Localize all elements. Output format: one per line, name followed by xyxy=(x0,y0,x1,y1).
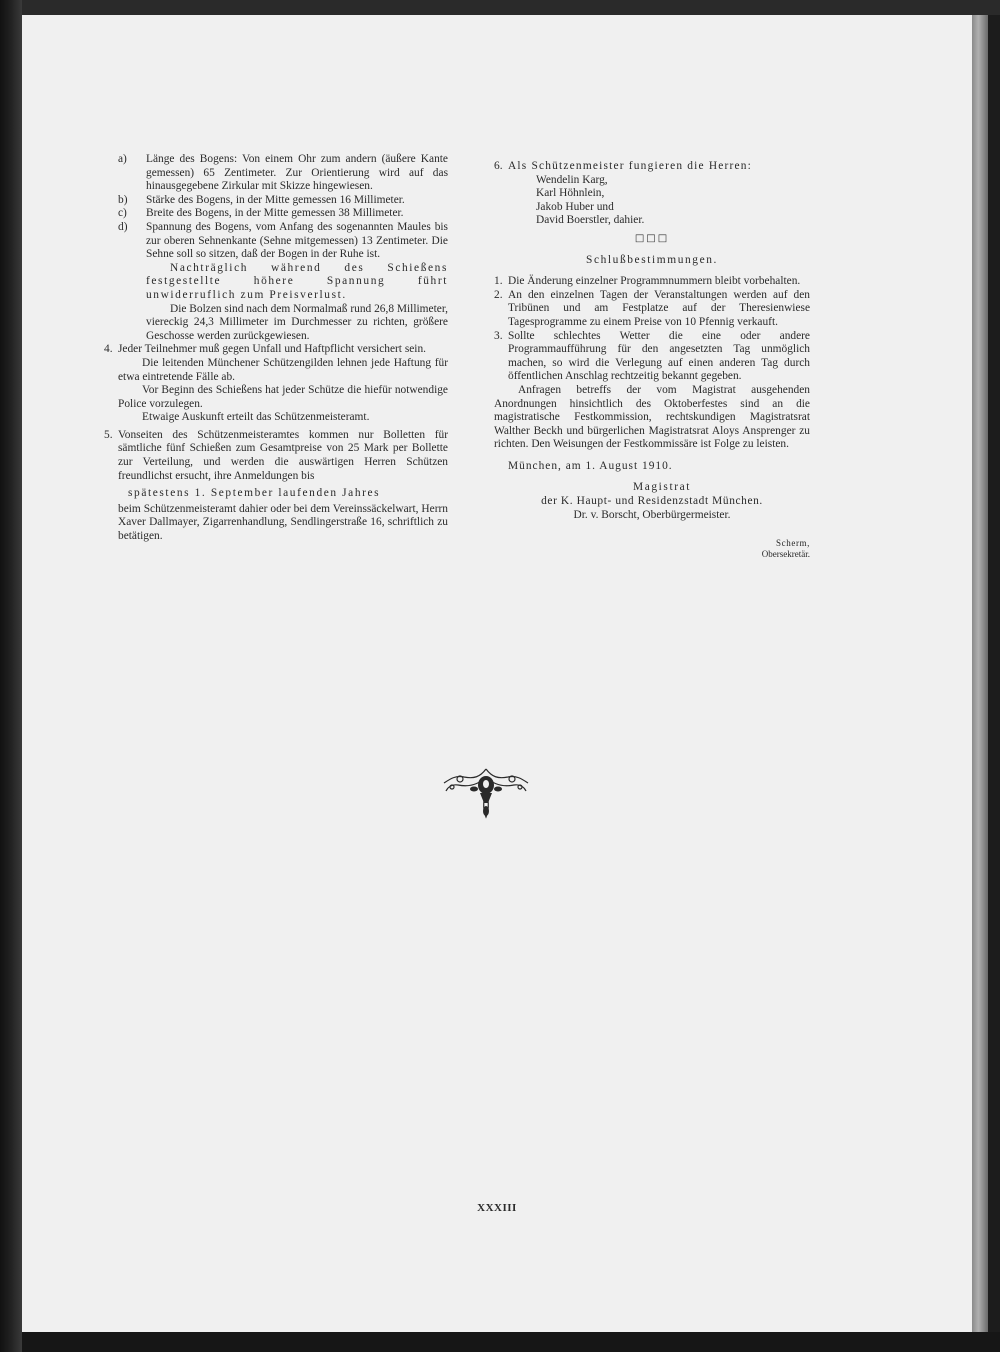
authority-title: Magistrat xyxy=(632,481,692,494)
name-item: Karl Höhnlein, xyxy=(536,187,605,200)
section-heading: Schlußbestimmungen. xyxy=(586,253,718,266)
authority-name: der K. Haupt- und Residenzstadt München. xyxy=(541,495,763,508)
item-marker: 6. xyxy=(494,160,503,172)
item-5-text: Vonseiten des Schützenmeisteramtes kommen nur Bolletten für sämtliche fünf Schießen zum Gesamtpreise von 25 Mark per Bollette zur Verteilung, und werden die auswärtigen Herren Schützen freundlichst ersucht, ihre Anmeldungen bis xyxy=(118,428,448,482)
closing-item-3 xyxy=(494,330,810,384)
page-number: XXXIII xyxy=(477,1202,517,1214)
deadline: spätestens 1. September laufenden Jahres xyxy=(128,487,381,500)
item-text xyxy=(118,343,448,425)
closing-paragraph: Anfragen betreffs der vom Magistrat ausgehenden Anordnungen hinsichtlich des Oktoberfestes sind an die magistratische Festkommission, rechtskundigen Magistratsrat Walther Beckh und bürgerlichen Magistratsrat Aloys Ansprenger zu richten. Den Weisungen der Festkommissäre ist Folge zu leisten. xyxy=(494,383,810,451)
book-fore-edge xyxy=(972,15,988,1332)
item-text: Länge des Bogens: Von einem Ohr zum andern (äußere Kante gemessen) 65 Zentimeter. Zur Orientierung wird auf das hinausgegebene Zirkular mit Skizze hingewiesen. xyxy=(146,153,448,193)
item-marker: a) xyxy=(118,153,127,165)
item-4-para: Etwaige Auskunft erteilt das Schützenmeisteramt. xyxy=(142,411,370,424)
separator-squares: □□□ xyxy=(634,232,670,244)
left-column xyxy=(104,153,448,544)
secretary-name: Scherm, xyxy=(776,538,810,549)
item-marker: c) xyxy=(118,207,127,220)
item-text xyxy=(146,221,448,343)
item-text: Breite des Bogens, in der Mitte gemessen 38 Millimeter. xyxy=(146,207,404,220)
name-item: Wendelin Karg, xyxy=(536,173,608,186)
list-item-6 xyxy=(494,160,810,174)
item-text: Sollte schlechtes Wetter die eine oder andere Programmaufführung für den angesetzten Tag unmöglich machen, so wird die Verlegung auf einen anderen Tag durch öffentlichen Anschlag rechtzeitig bekannt gegeben. xyxy=(508,329,810,383)
signer: Dr. v. Borscht, Oberbürgermeister. xyxy=(573,508,731,521)
name-item: David Boerstler, dahier. xyxy=(536,214,645,227)
item-marker: 3. xyxy=(494,329,503,342)
item-5-tail: beim Schützenmeisteramt dahier oder bei dem Vereinssäckelwart, Herrn Xaver Dallmayer, Zigarrenhandlung, Sendlingerstraße 16, schriftlich zu betätigen. xyxy=(118,502,448,543)
item-text: Als Schützenmeister fungieren die Herren: xyxy=(508,160,753,172)
floral-vignette-icon xyxy=(440,763,532,823)
right-column xyxy=(494,160,810,560)
book-gutter xyxy=(0,0,22,1352)
item-text: An den einzelnen Tagen der Veranstaltungen werden auf den Tribünen und am Festplatze auf der Theresienwiese Tagesprogramme zu einem Preise von 10 Pfennig verkauft. xyxy=(508,288,810,328)
list-item-b xyxy=(118,194,448,208)
item-marker: d) xyxy=(118,220,128,233)
list-item-5 xyxy=(104,428,448,544)
item-d-warning: Nachträglich während des Schießens festgestellte höhere Spannung führt unwiderruflich zum Preisverlust. xyxy=(146,261,448,301)
name-list xyxy=(536,174,810,228)
list-item-4 xyxy=(104,343,448,425)
item-marker: 4. xyxy=(104,343,113,356)
item-marker: 2. xyxy=(494,288,503,301)
secretary-title: Obersekretär. xyxy=(761,549,810,560)
item-text: Stärke des Bogens, in der Mitte gemessen 16 Millimeter. xyxy=(146,193,405,206)
list-item-a xyxy=(118,153,448,194)
list-item-c xyxy=(118,207,448,221)
name-item: Jakob Huber und xyxy=(536,200,614,213)
item-d-bolts: Die Bolzen sind nach dem Normalmaß rund 26,8 Millimeter, viereckig 24,3 Millimeter im Durchmesser zu richten, größere Geschosse werden zurückgewiesen. xyxy=(146,302,448,342)
item-text: Die Änderung einzelner Programmnummern bleibt vorbehalten. xyxy=(508,275,801,288)
closing-item-1 xyxy=(494,275,810,289)
scan-bottom-edge xyxy=(22,1332,1000,1352)
scan-top-edge xyxy=(22,0,1000,15)
item-4-para: Die leitenden Münchener Schützengilden lehnen jede Haftung für etwa eintretende Fälle ab. xyxy=(118,356,448,383)
document-page xyxy=(22,15,972,1332)
date-line: München, am 1. August 1910. xyxy=(508,459,673,472)
item-d-text: Spannung des Bogens, vom Anfang des sogenannten Maules bis zur oberen Sehnenkante (Sehne mitgemessen) 13 Zentimeter. Die Sehne soll so sitzen, daß der Bogen in der Ruhe ist. xyxy=(146,220,448,261)
item-marker: b) xyxy=(118,193,128,206)
item-marker: 5. xyxy=(104,428,113,441)
item-4-text: Jeder Teilnehmer muß gegen Unfall und Haftpflicht versichert sein. xyxy=(118,343,427,356)
closing-item-2 xyxy=(494,289,810,330)
list-item-d xyxy=(118,221,448,343)
item-4-para: Vor Beginn des Schießens hat jeder Schütze die hiefür notwendige Police vorzulegen. xyxy=(118,384,448,410)
item-text xyxy=(118,429,448,544)
item-marker: 1. xyxy=(494,275,503,288)
